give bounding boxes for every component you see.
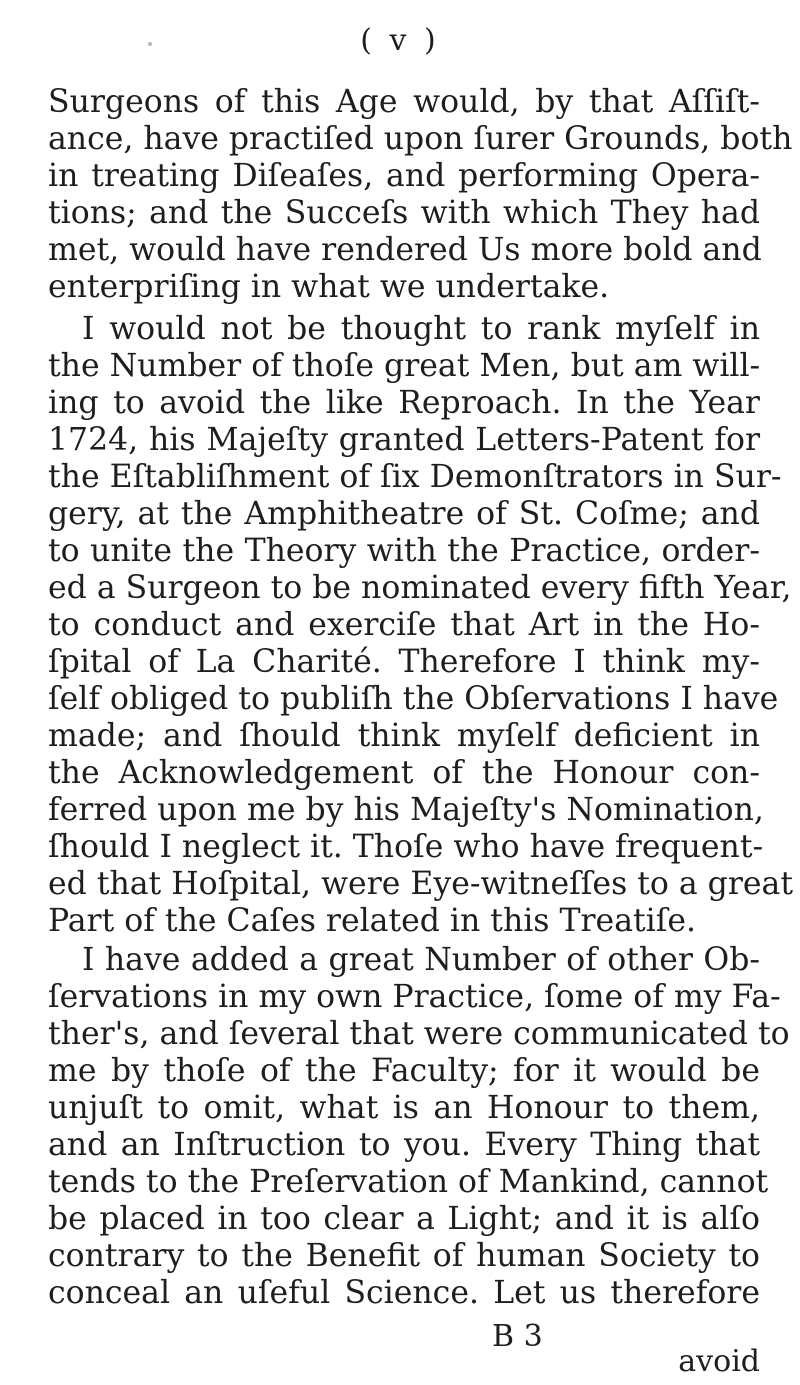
text-line: ed a Surgeon to be nominated every fifth Year,: [48, 570, 792, 606]
paragraph-start-line: I have added a great Number of other Ob-: [82, 942, 760, 978]
catchword: avoid: [678, 1344, 760, 1379]
text-line: ance, have practiſed upon ſurer Grounds, both: [48, 121, 793, 157]
text-line: ſervations in my own Practice, ſome of my Fa-: [48, 979, 781, 1015]
text-line: tions; and the Succeſs with which They had: [48, 195, 760, 231]
text-line: me by thoſe of the Faculty; for it would be: [48, 1053, 760, 1089]
page-number: ( v ): [360, 23, 440, 58]
text-line: ing to avoid the like Reproach. In the Year: [48, 385, 760, 421]
text-line: to unite the Theory with the Practice, order-: [48, 533, 760, 569]
text-line: made; and ſhould think myſelf deficient in: [48, 718, 760, 754]
text-line: ther's, and ſeveral that were communicated to: [48, 1016, 790, 1052]
text-line: 1724, his Majeſty granted Letters-Patent for: [48, 422, 760, 458]
text-line: the Acknowledgement of the Honour con-: [48, 755, 760, 791]
text-line: in treating Diſeaſes, and performing Opera-: [48, 158, 760, 194]
text-line: ſhould I neglect it. Thoſe who have frequent-: [48, 829, 764, 865]
text-line: tends to the Preſervation of Mankind, cannot: [48, 1164, 769, 1200]
text-line: Part of the Caſes related in this Treatiſe.: [48, 903, 697, 939]
paragraph-start-line: I would not be thought to rank myſelf in: [82, 311, 760, 347]
text-line: enterpriſing in what we undertake.: [48, 269, 610, 305]
text-line: contrary to the Benefit of human Society to: [48, 1238, 760, 1274]
text-line: the Number of thoſe great Men, but am will-: [48, 348, 761, 384]
signature-mark: B 3: [492, 1319, 543, 1354]
text-line: ſpital of La Charité. Therefore I think my-: [48, 644, 760, 680]
text-line: ſelf obliged to publiſh the Obſervations I have: [48, 681, 779, 717]
text-line: Surgeons of this Age would, by that Aſſiſt-: [48, 84, 760, 120]
text-line: unjuſt to omit, what is an Honour to them,: [48, 1090, 760, 1126]
text-line: the Eſtabliſhment of ſix Demonſtrators in Sur-: [48, 459, 782, 495]
text-line: conceal an uſeful Science. Let us therefore: [48, 1275, 760, 1311]
text-line: to conduct and exerciſe that Art in the Ho-: [48, 607, 760, 643]
text-line: be placed in too clear a Light; and it is alſo: [48, 1201, 760, 1237]
text-line: gery, at the Amphitheatre of St. Coſme; and: [48, 496, 760, 532]
text-line: and an Inſtruction to you. Every Thing that: [48, 1127, 760, 1163]
text-line: ferred upon me by his Majeſty's Nomination,: [48, 792, 764, 828]
text-line: met, would have rendered Us more bold and: [48, 232, 762, 268]
text-line: ed that Hoſpital, were Eye-witneſſes to a great: [48, 866, 793, 902]
